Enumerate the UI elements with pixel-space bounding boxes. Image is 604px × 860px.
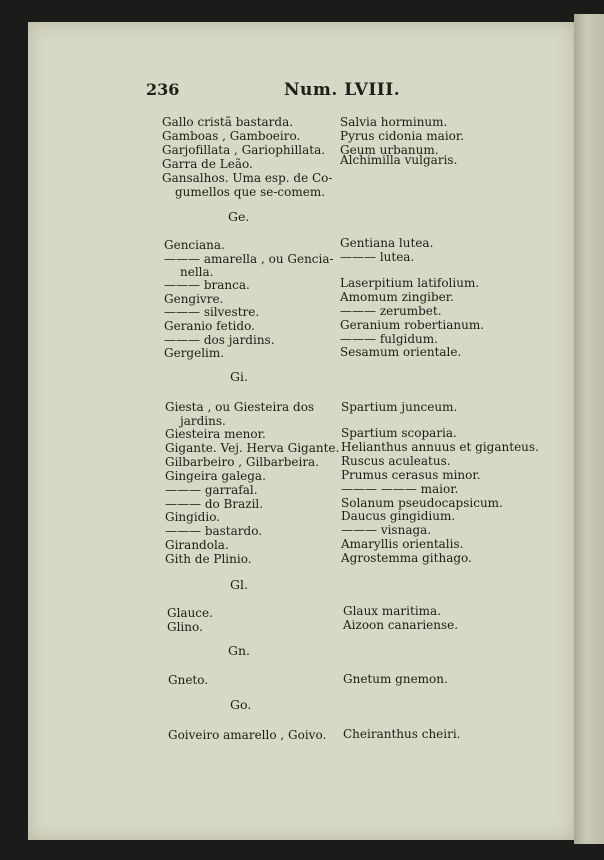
entry-portuguese: Gamboas , Gamboeiro.: [162, 129, 301, 143]
entry-latin: Spartium junceum.: [341, 400, 458, 414]
running-title: Num. LVIII.: [284, 80, 401, 100]
entry-latin: Cheiranthus cheiri.: [343, 727, 461, 741]
entry-latin: Prumus cerasus minor.: [341, 468, 481, 482]
entry-portuguese: Goiveiro amarello , Goivo.: [168, 728, 327, 742]
page-header: [146, 80, 466, 102]
entry-portuguese: Garjofillata , Gariophillata.: [162, 143, 326, 157]
entry-portuguese: Gergelim.: [164, 346, 225, 360]
entry-latin: Aizoon canariense.: [343, 618, 459, 632]
entry-portuguese: Glino.: [167, 620, 203, 634]
entry-portuguese: Geranio fetido.: [164, 319, 255, 333]
entry-portuguese-continued: jardins.: [180, 414, 226, 428]
entry-portuguese: Gith de Plinio.: [165, 552, 252, 566]
entry-latin: Gnetum gnemon.: [343, 672, 448, 686]
entry-portuguese: Gallo cristã bastarda.: [162, 115, 294, 129]
entry-latin: Amomum zingiber.: [340, 290, 454, 304]
entry-portuguese: Gingeira galega.: [165, 469, 266, 483]
page-number: 236: [146, 80, 180, 99]
entry-latin: Glaux maritima.: [343, 604, 442, 618]
entry-portuguese-continued: nella.: [180, 265, 214, 279]
entry-portuguese-continued: gumellos que se-comem.: [175, 185, 326, 199]
entry-portuguese: Gigante. Vej. Herva Gigante.: [165, 441, 340, 455]
entry-portuguese: Garra de Leão.: [162, 157, 253, 171]
entry-portuguese: ——— garrafal.: [165, 483, 258, 497]
entry-latin: Helianthus annuus et giganteus.: [341, 440, 539, 454]
entry-latin: ——— zerumbet.: [340, 304, 442, 318]
entry-latin: Gentiana lutea.: [340, 236, 434, 250]
entry-portuguese: Girandola.: [165, 538, 229, 552]
entry-latin: Agrostemma githago.: [341, 551, 472, 565]
entry-latin: ——— visnaga.: [341, 523, 432, 537]
entry-latin: Geum urbanum.: [340, 143, 439, 157]
entry-latin: Sesamum orientale.: [340, 345, 462, 359]
entry-portuguese: ——— dos jardins.: [164, 333, 275, 347]
section-heading: Gi.: [230, 369, 248, 384]
entry-portuguese: Glauce.: [167, 606, 213, 620]
entry-portuguese: ——— do Brazil.: [165, 497, 264, 511]
section-heading: Gl.: [230, 577, 248, 592]
entry-latin: ——— ——— maior.: [341, 482, 459, 496]
entry-portuguese: Gneto.: [168, 673, 209, 687]
entry-portuguese: Giesteira menor.: [165, 427, 266, 441]
entry-latin: ——— fulgidum.: [340, 332, 438, 346]
entry-portuguese: Gengivre.: [164, 292, 224, 306]
entry-latin: Solanum pseudocapsicum.: [341, 496, 503, 510]
entry-latin: Ruscus aculeatus.: [341, 454, 451, 468]
entry-latin: Laserpitium latifolium.: [340, 276, 480, 290]
entry-portuguese: ——— branca.: [164, 278, 250, 292]
entry-latin: Geranium robertianum.: [340, 318, 485, 332]
entry-portuguese: Gingidio.: [165, 510, 221, 524]
section-heading: Ge.: [228, 209, 250, 224]
entry-portuguese: Gansalhos. Uma esp. de Co-: [162, 171, 333, 185]
section-heading: Gn.: [228, 643, 251, 658]
entry-latin: Daucus gingidium.: [341, 509, 456, 523]
entry-latin: Pyrus cidonia maior.: [340, 129, 465, 143]
entry-latin: Spartium scoparia.: [341, 426, 457, 440]
entry-latin: Salvia horminum.: [340, 115, 448, 129]
entry-portuguese: Giesta , ou Giesteira dos: [165, 400, 315, 414]
page-edge: [574, 14, 604, 844]
entry-portuguese: Gilbarbeiro , Gilbarbeira.: [165, 455, 320, 469]
entry-latin: Amaryllis orientalis.: [341, 537, 464, 551]
section-heading: Go.: [230, 697, 252, 712]
entry-portuguese: ——— bastardo.: [165, 524, 263, 538]
entry-portuguese: ——— silvestre.: [164, 305, 260, 319]
entry-latin: ——— lutea.: [340, 250, 415, 264]
entry-portuguese: Genciana.: [164, 238, 225, 252]
entry-latin: Alchimilla vulgaris.: [340, 153, 458, 167]
entry-portuguese: ——— amarella , ou Gencia-: [164, 252, 334, 266]
